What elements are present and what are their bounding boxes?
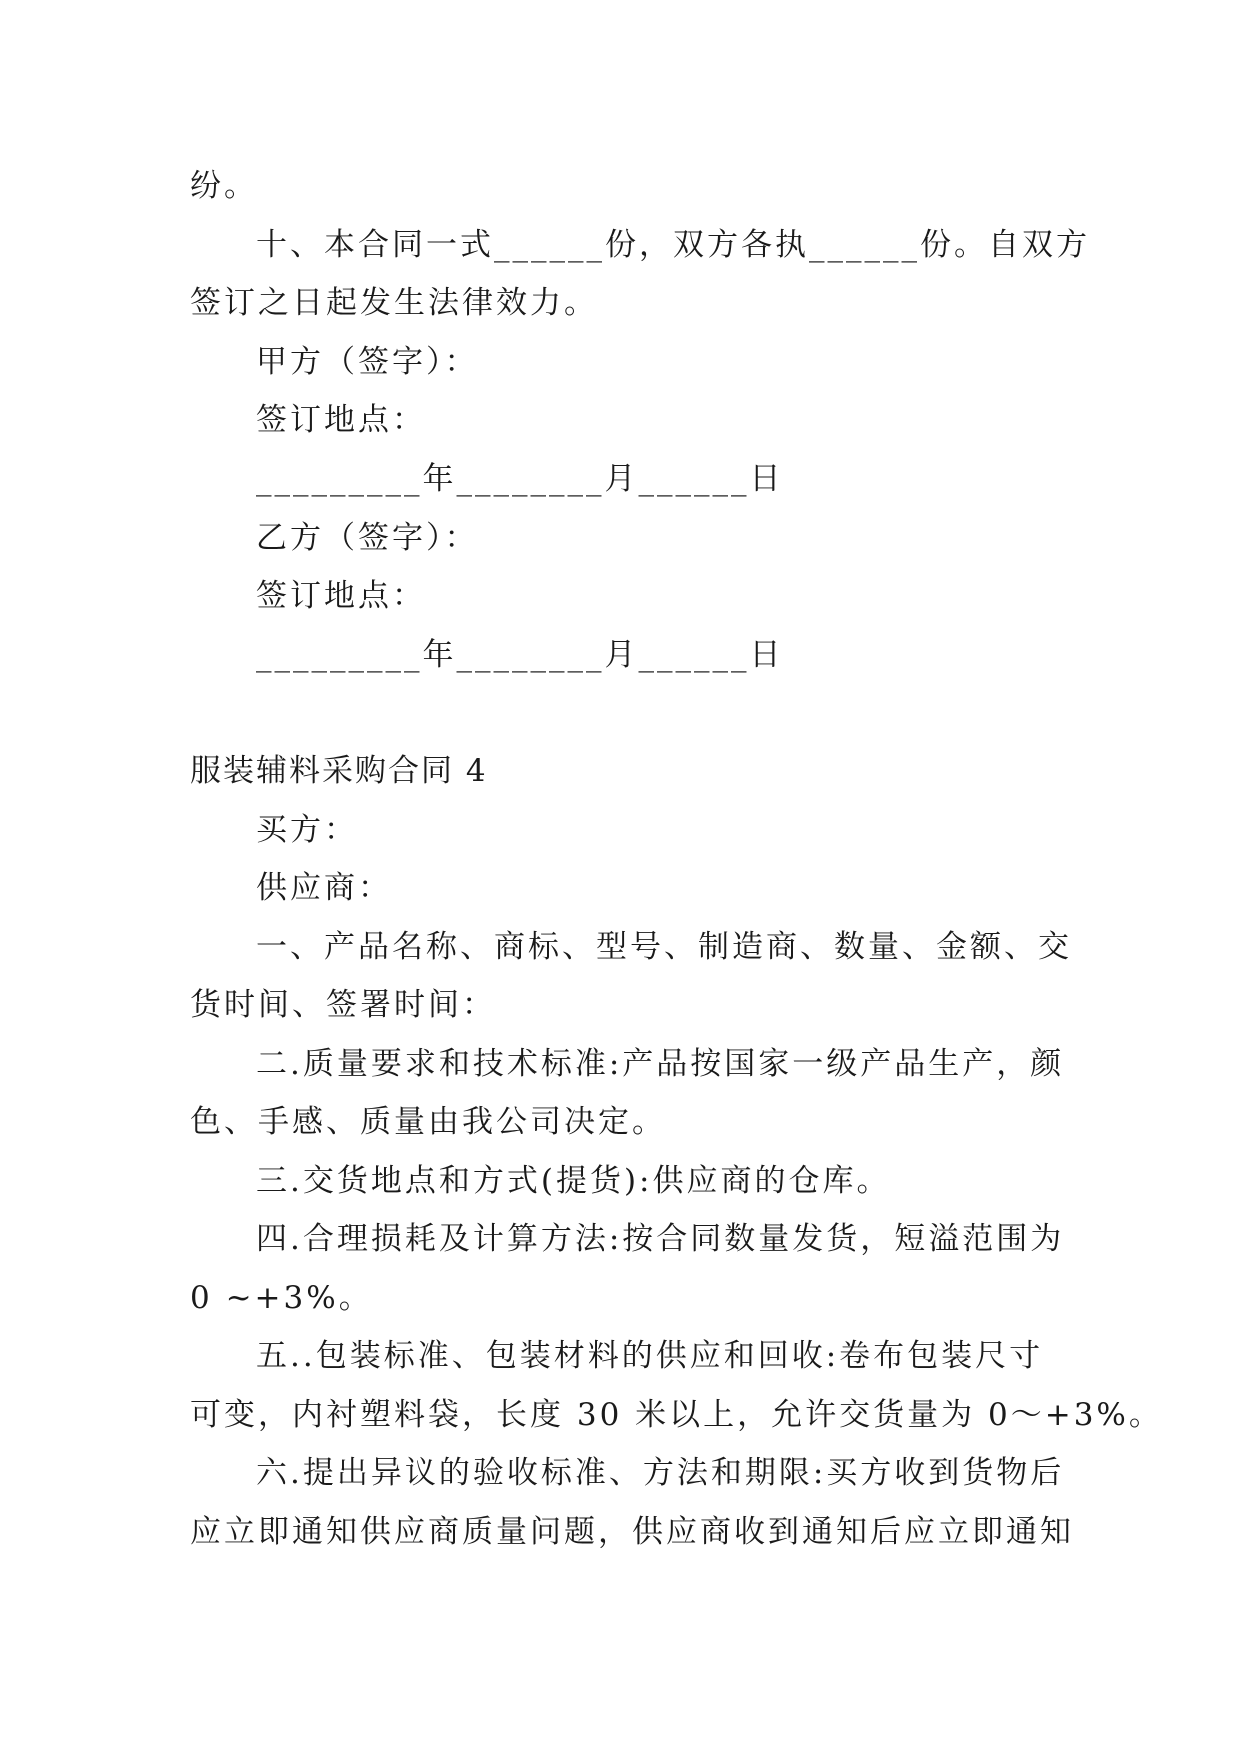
text-line: 0 ~+3%。	[190, 1280, 373, 1316]
date-line: _________年________月______日	[256, 637, 784, 673]
text-line: 纷。	[190, 168, 258, 204]
date-line: _________年________月______日	[256, 461, 784, 497]
section-title: 服装辅料采购合同 4	[190, 753, 488, 789]
text-line: 色、手感、质量由我公司决定。	[190, 1104, 666, 1140]
text-line: 签订之日起发生法律效力。	[190, 285, 598, 321]
text-line: 二.质量要求和技术标准:产品按国家一级产品生产，颜	[256, 1046, 1065, 1082]
text-line: 买方：	[256, 812, 358, 848]
text-line: 甲方（签字）：	[256, 344, 479, 380]
text-line: 应立即通知供应商质量问题，供应商收到通知后应立即通知	[190, 1514, 1074, 1550]
text-line: 签订地点：	[256, 578, 426, 614]
text-line: 六.提出异议的验收标准、方法和期限:买方收到货物后	[256, 1455, 1065, 1491]
text-line: 四.合理损耗及计算方法:按合同数量发货，短溢范围为	[256, 1221, 1065, 1257]
text-line: 五..包装标准、包装材料的供应和回收:卷布包装尺寸	[256, 1338, 1044, 1374]
text-line: 乙方（签字）：	[256, 520, 479, 556]
text-line: 三.交货地点和方式(提货):供应商的仓库。	[256, 1163, 891, 1199]
text-line: 货时间、签署时间：	[190, 987, 496, 1023]
text-line: 一、产品名称、商标、型号、制造商、数量、金额、交	[256, 929, 1072, 965]
text-line: 可变，内衬塑料袋，长度 30 米以上，允许交货量为 0～+3%。	[190, 1397, 1163, 1433]
text-line: 供应商：	[256, 870, 392, 906]
text-line: 签订地点：	[256, 402, 426, 438]
text-line: 十、本合同一式______份，双方各执______份。自双方	[256, 227, 1090, 263]
